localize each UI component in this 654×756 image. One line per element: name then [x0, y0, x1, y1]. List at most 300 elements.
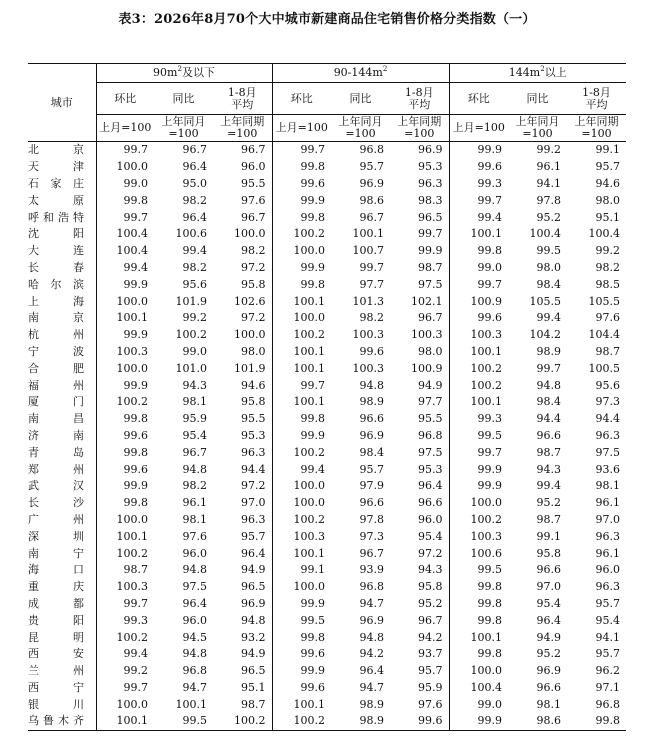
index-value: 96.5	[418, 210, 443, 224]
index-value: 99.9	[449, 713, 508, 730]
index-value: 98.6	[508, 713, 567, 730]
city-name: 广州	[28, 512, 96, 529]
index-value: 98.9	[331, 713, 390, 730]
index-value: 99.7	[123, 680, 148, 694]
city-name: 福州	[28, 377, 96, 394]
index-value: 99.8	[449, 596, 508, 613]
city-name: 西宁	[28, 680, 96, 697]
city-name: 乌鲁木齐	[28, 713, 96, 730]
index-value: 98.2	[182, 479, 207, 493]
index-value: 95.9	[182, 412, 207, 426]
index-value: 97.8	[536, 193, 561, 207]
index-value: 96.3	[241, 512, 266, 526]
index-value: 94.3	[182, 378, 207, 392]
index-value: 96.0	[182, 613, 207, 627]
index-value: 96.0	[595, 563, 620, 577]
index-value: 96.8	[595, 697, 620, 711]
index-value: 96.1	[182, 496, 207, 510]
index-value: 94.1	[595, 630, 620, 644]
table-row	[28, 293, 626, 310]
index-value: 100.2	[449, 512, 508, 529]
index-value: 100.3	[449, 327, 508, 344]
index-value: 99.8	[449, 243, 508, 260]
index-value: 99.1	[536, 529, 561, 543]
index-value: 93.2	[241, 630, 266, 644]
table-row	[28, 226, 626, 243]
index-value: 96.6	[536, 680, 561, 694]
index-value: 97.2	[418, 546, 443, 560]
base-header: 上月=100	[96, 115, 154, 142]
table-row	[28, 411, 626, 428]
index-value: 96.7	[182, 445, 207, 459]
index-value: 100.1	[116, 311, 148, 325]
index-value: 95.7	[595, 160, 620, 174]
city-name: 哈尔滨	[28, 276, 96, 293]
index-value: 98.0	[595, 193, 620, 207]
index-value: 100.2	[175, 328, 207, 342]
index-value: 99.6	[272, 646, 331, 663]
base-header: 上年同期 =100	[390, 115, 449, 142]
index-value: 96.1	[595, 546, 620, 560]
index-value: 100.1	[272, 360, 331, 377]
index-value: 95.6	[595, 378, 620, 392]
index-value: 100.1	[449, 394, 508, 411]
table-row	[28, 176, 626, 193]
index-value: 99.4	[123, 647, 148, 661]
index-value: 96.3	[595, 428, 620, 442]
index-value: 100.4	[529, 227, 561, 241]
index-value: 100.9	[449, 293, 508, 310]
index-value: 95.5	[241, 176, 266, 190]
index-value: 100.0	[272, 495, 331, 512]
table-row	[28, 142, 626, 159]
index-value: 97.6	[241, 193, 266, 207]
index-value: 94.8	[182, 462, 207, 476]
index-value: 100.0	[234, 328, 266, 342]
city-name: 银川	[28, 696, 96, 713]
index-value: 99.3	[449, 411, 508, 428]
index-value: 99.0	[449, 260, 508, 277]
table-row	[28, 663, 626, 680]
index-value: 100.2	[116, 395, 148, 409]
table-row	[28, 159, 626, 176]
base-header: 上年同月 =100	[331, 115, 390, 142]
index-value: 97.8	[359, 512, 384, 526]
index-value: 94.9	[418, 378, 443, 392]
index-value: 99.8	[123, 445, 148, 459]
index-value: 95.4	[418, 529, 443, 543]
table-row	[28, 444, 626, 461]
table-row	[28, 579, 626, 596]
index-value: 98.7	[241, 697, 266, 711]
index-value: 95.7	[595, 647, 620, 661]
index-value: 99.9	[272, 260, 331, 277]
table-header	[28, 64, 626, 142]
index-value: 99.9	[272, 192, 331, 209]
index-value: 98.4	[536, 277, 561, 291]
index-value: 97.2	[241, 260, 266, 274]
city-name: 深圳	[28, 528, 96, 545]
metric-header: 环比	[272, 83, 331, 115]
city-name: 西安	[28, 646, 96, 663]
index-value: 94.6	[595, 176, 620, 190]
table-row	[28, 545, 626, 562]
index-value: 99.7	[449, 276, 508, 293]
metric-header: 同比	[508, 83, 567, 115]
index-value: 99.8	[123, 193, 148, 207]
index-value: 97.0	[595, 512, 620, 526]
index-value: 100.2	[449, 360, 508, 377]
index-value: 98.7	[536, 512, 561, 526]
index-value: 98.2	[182, 260, 207, 274]
table-row	[28, 629, 626, 646]
index-value: 100.1	[272, 696, 331, 713]
index-value: 100.1	[272, 545, 331, 562]
index-value: 99.0	[123, 176, 148, 190]
index-value: 99.3	[449, 176, 508, 193]
index-value: 96.5	[241, 580, 266, 594]
index-value: 99.8	[272, 159, 331, 176]
index-value: 93.7	[418, 647, 443, 661]
table-row	[28, 612, 626, 629]
index-value: 94.3	[536, 462, 561, 476]
index-value: 99.8	[272, 411, 331, 428]
metric-header: 同比	[154, 83, 213, 115]
index-value: 96.3	[418, 176, 443, 190]
index-value: 95.8	[241, 395, 266, 409]
city-name: 南京	[28, 310, 96, 327]
index-value: 95.4	[182, 428, 207, 442]
index-value: 96.5	[241, 664, 266, 678]
index-value: 96.7	[418, 311, 443, 325]
index-value: 95.2	[536, 647, 561, 661]
index-value: 100.2	[449, 377, 508, 394]
table-row	[28, 360, 626, 377]
index-value: 96.4	[536, 613, 561, 627]
index-value: 98.7	[536, 445, 561, 459]
index-value: 96.8	[182, 664, 207, 678]
index-value: 100.0	[116, 512, 148, 526]
index-value: 97.9	[359, 479, 384, 493]
metric-header: 1-8月 平均	[213, 83, 272, 115]
city-name: 天津	[28, 159, 96, 176]
index-value: 99.0	[182, 344, 207, 358]
index-value: 96.7	[241, 143, 266, 157]
index-value: 97.5	[418, 277, 443, 291]
index-value: 100.1	[272, 344, 331, 361]
index-value: 94.7	[359, 596, 384, 610]
index-value: 99.5	[449, 428, 508, 445]
city-name: 长沙	[28, 495, 96, 512]
index-value: 93.6	[595, 462, 620, 476]
index-value: 97.2	[241, 479, 266, 493]
index-value: 100.1	[449, 226, 508, 243]
city-name: 成都	[28, 596, 96, 613]
index-value: 95.1	[241, 680, 266, 694]
index-value: 100.0	[116, 697, 148, 711]
index-value: 98.9	[359, 395, 384, 409]
city-name: 济南	[28, 428, 96, 445]
city-name: 武汉	[28, 478, 96, 495]
index-value: 100.6	[449, 545, 508, 562]
index-value: 105.5	[529, 294, 561, 308]
index-value: 99.9	[449, 478, 508, 495]
city-column-header: 城市	[28, 64, 96, 142]
index-value: 97.3	[359, 529, 384, 543]
index-value: 99.0	[449, 696, 508, 713]
index-value: 100.2	[272, 444, 331, 461]
table-row	[28, 478, 626, 495]
index-value: 100.0	[272, 310, 331, 327]
index-value: 94.9	[536, 630, 561, 644]
index-value: 96.6	[536, 563, 561, 577]
index-value: 99.9	[123, 378, 148, 392]
index-value: 105.5	[588, 294, 620, 308]
index-value: 97.0	[536, 580, 561, 594]
index-value: 100.1	[96, 713, 154, 730]
index-value: 98.9	[536, 344, 561, 358]
index-value: 96.8	[359, 143, 384, 157]
index-value: 100.0	[272, 243, 331, 260]
index-value: 99.9	[272, 596, 331, 613]
index-value: 96.9	[241, 596, 266, 610]
index-value: 97.6	[595, 311, 620, 325]
metric-header: 1-8月 平均	[567, 83, 626, 115]
index-value: 96.4	[418, 479, 443, 493]
index-value: 99.7	[536, 361, 561, 375]
index-value: 100.2	[272, 713, 331, 730]
index-value: 98.0	[536, 260, 561, 274]
index-value: 98.1	[595, 479, 620, 493]
index-value: 96.7	[182, 143, 207, 157]
index-value: 99.2	[595, 244, 620, 258]
index-value: 95.5	[241, 412, 266, 426]
table-row	[28, 512, 626, 529]
index-value: 101.0	[175, 361, 207, 375]
index-value: 100.1	[449, 344, 508, 361]
index-value: 94.9	[241, 563, 266, 577]
base-header: 上年同月 =100	[508, 115, 567, 142]
index-value: 99.1	[595, 143, 620, 157]
city-name: 太原	[28, 192, 96, 209]
index-value: 95.2	[536, 496, 561, 510]
table-row	[28, 243, 626, 260]
index-value: 96.9	[536, 664, 561, 678]
index-value: 98.3	[418, 193, 443, 207]
index-value: 99.2	[182, 311, 207, 325]
index-value: 99.8	[272, 276, 331, 293]
index-value: 94.7	[182, 680, 207, 694]
index-value: 96.6	[536, 428, 561, 442]
index-value: 99.4	[272, 461, 331, 478]
index-value: 96.6	[359, 496, 384, 510]
city-name: 郑州	[28, 461, 96, 478]
index-value: 102.1	[411, 294, 443, 308]
index-value: 95.4	[595, 613, 620, 627]
index-value: 96.8	[359, 580, 384, 594]
index-value: 99.4	[182, 244, 207, 258]
index-value: 100.9	[411, 361, 443, 375]
index-value: 96.7	[241, 210, 266, 224]
index-value: 98.2	[359, 311, 384, 325]
index-value: 98.1	[182, 395, 207, 409]
index-value: 99.1	[272, 562, 331, 579]
city-name: 大连	[28, 243, 96, 260]
index-value: 99.8	[123, 496, 148, 510]
city-name: 南昌	[28, 411, 96, 428]
index-value: 99.2	[123, 664, 148, 678]
index-value: 96.3	[595, 529, 620, 543]
base-header: 上年同期 =100	[213, 115, 272, 142]
city-name: 北京	[28, 142, 96, 159]
index-value: 97.0	[241, 496, 266, 510]
index-value: 95.9	[418, 680, 443, 694]
index-value: 100.3	[352, 361, 384, 375]
index-value: 94.4	[595, 412, 620, 426]
index-value: 95.0	[182, 176, 207, 190]
index-value: 96.7	[418, 613, 443, 627]
index-value: 100.2	[272, 226, 331, 243]
table-body	[28, 142, 626, 731]
index-value: 98.0	[241, 344, 266, 358]
index-value: 95.8	[241, 277, 266, 291]
group-header: $144m^2$以上	[449, 64, 626, 83]
metric-header: 1-8月 平均	[390, 83, 449, 115]
index-value: 99.6	[359, 344, 384, 358]
table-row	[28, 209, 626, 226]
index-value: 94.8	[359, 378, 384, 392]
table-row	[28, 276, 626, 293]
base-header: 上年同月 =100	[154, 115, 213, 142]
city-name: 呼和浩特	[28, 209, 96, 226]
index-value: 96.6	[359, 412, 384, 426]
index-value: 99.9	[272, 663, 331, 680]
index-value: 100.6	[175, 227, 207, 241]
table-row	[28, 310, 626, 327]
index-value: 100.2	[213, 713, 272, 730]
index-value: 99.7	[449, 444, 508, 461]
index-value: 94.8	[241, 613, 266, 627]
index-value: 98.2	[182, 193, 207, 207]
index-value: 96.0	[182, 546, 207, 560]
index-value: 99.8	[449, 579, 508, 596]
index-value: 99.8	[567, 713, 626, 730]
index-value: 100.3	[352, 328, 384, 342]
index-value: 99.8	[272, 629, 331, 646]
index-value: 93.9	[359, 563, 384, 577]
index-value: 100.0	[116, 361, 148, 375]
index-value: 100.3	[116, 580, 148, 594]
city-name: 昆明	[28, 629, 96, 646]
index-value: 99.6	[390, 713, 449, 730]
index-value: 94.8	[536, 378, 561, 392]
index-value: 95.6	[182, 277, 207, 291]
index-value: 97.5	[595, 445, 620, 459]
index-value: 94.8	[182, 563, 207, 577]
index-value: 100.1	[352, 227, 384, 241]
index-value: 99.3	[123, 613, 148, 627]
index-value: 99.5	[154, 713, 213, 730]
index-value: 99.4	[449, 209, 508, 226]
index-value: 99.4	[123, 260, 148, 274]
index-value: 100.3	[272, 528, 331, 545]
index-value: 100.4	[588, 227, 620, 241]
index-value: 95.2	[536, 210, 561, 224]
city-name: 宁波	[28, 344, 96, 361]
index-value: 98.9	[359, 697, 384, 711]
index-value: 96.9	[359, 613, 384, 627]
index-value: 101.9	[234, 361, 266, 375]
index-value: 94.4	[241, 462, 266, 476]
index-value: 99.7	[272, 142, 331, 159]
index-value: 95.1	[595, 210, 620, 224]
index-value: 100.0	[272, 478, 331, 495]
index-value: 99.6	[123, 462, 148, 476]
index-value: 99.9	[272, 428, 331, 445]
index-value: 96.9	[359, 428, 384, 442]
table-row	[28, 327, 626, 344]
index-value: 95.7	[595, 596, 620, 610]
index-value: 99.9	[123, 479, 148, 493]
index-value: 99.7	[449, 192, 508, 209]
index-value: 99.7	[418, 227, 443, 241]
index-value: 98.5	[595, 277, 620, 291]
index-value: 94.2	[359, 647, 384, 661]
index-value: 100.3	[116, 344, 148, 358]
index-value: 97.3	[595, 395, 620, 409]
city-name: 上海	[28, 293, 96, 310]
index-value: 96.1	[536, 160, 561, 174]
index-value: 94.2	[418, 630, 443, 644]
city-name: 长春	[28, 260, 96, 277]
index-value: 94.3	[418, 563, 443, 577]
index-value: 94.9	[241, 647, 266, 661]
index-value: 97.6	[418, 697, 443, 711]
index-value: 96.7	[359, 210, 384, 224]
index-value: 95.3	[241, 428, 266, 442]
index-value: 100.0	[449, 663, 508, 680]
index-value: 95.7	[359, 160, 384, 174]
index-value: 100.0	[234, 227, 266, 241]
city-name: 石家庄	[28, 176, 96, 193]
table-row	[28, 562, 626, 579]
index-value: 95.5	[418, 412, 443, 426]
index-value: 98.7	[123, 563, 148, 577]
index-value: 99.4	[536, 311, 561, 325]
index-value: 104.2	[529, 328, 561, 342]
metric-header: 同比	[331, 83, 390, 115]
index-value: 94.1	[536, 176, 561, 190]
index-value: 98.1	[182, 512, 207, 526]
index-value: 100.4	[116, 227, 148, 241]
metric-header: 环比	[449, 83, 508, 115]
table-row	[28, 394, 626, 411]
city-name: 贵阳	[28, 612, 96, 629]
index-value: 98.7	[595, 344, 620, 358]
index-value: 96.6	[418, 496, 443, 510]
index-value: 99.7	[123, 143, 148, 157]
index-value: 96.0	[241, 160, 266, 174]
index-value: 99.2	[536, 143, 561, 157]
index-value: 99.5	[449, 562, 508, 579]
index-value: 100.1	[175, 697, 207, 711]
group-header: $90-144m^2$	[272, 64, 449, 83]
index-value: 104.4	[588, 328, 620, 342]
index-value: 97.7	[359, 277, 384, 291]
index-value: 95.3	[418, 462, 443, 476]
index-value: 100.4	[449, 680, 508, 697]
table-row	[28, 377, 626, 394]
